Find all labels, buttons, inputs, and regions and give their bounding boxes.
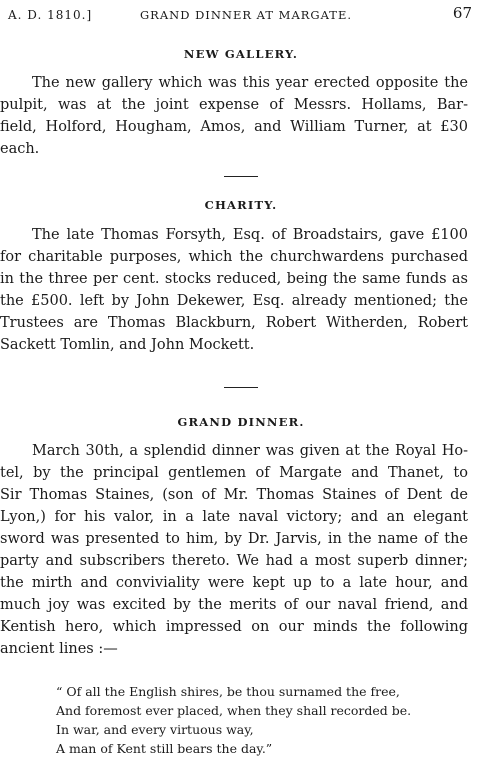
text-line: sword was presented to him, by Dr. Jarvis, in the name of the (0, 531, 468, 547)
section-heading-new-gallery: NEW GALLERY. (183, 47, 299, 61)
verse-line: In war, and every virtuous way, (56, 722, 254, 737)
text-line: pulpit, was at the joint expense of Messrs. Hollams, Bar- (0, 97, 468, 113)
verse-line: A man of Kent still bears the day.” (56, 741, 273, 756)
paragraph-charity (0, 224, 468, 356)
text-line: party and subscribers thereto. We had a most superb dinner; (0, 553, 468, 569)
section-divider (224, 387, 258, 388)
text-line: Sir Thomas Staines, (son of Mr. Thomas Staines of Dent de (0, 487, 468, 503)
text-line: The late Thomas Forsyth, Esq. of Broadstairs, gave £100 (32, 227, 468, 243)
text-line: Trustees are Thomas Blackburn, Robert Witherden, Robert (0, 315, 468, 331)
text-line: ancient lines :— (0, 641, 118, 657)
text-line: Kentish hero, which impressed on our minds the following (0, 619, 468, 635)
text-line: field, Holford, Hougham, Amos, and William Turner, at £30 (0, 119, 468, 135)
text-line: the £500. left by John Dekewer, Esq. already mentioned; the (0, 293, 468, 309)
text-line: The new gallery which was this year erected opposite the (32, 75, 468, 91)
text-line: the mirth and conviviality were kept up to a late hour, and (0, 575, 468, 591)
section-heading-charity: CHARITY. (204, 198, 278, 212)
header-year: A. D. 1810.] (8, 8, 93, 22)
paragraph-grand-dinner (0, 440, 468, 660)
running-header (8, 6, 472, 28)
header-title: GRAND DINNER AT MARGATE. (140, 8, 353, 22)
paragraph-new-gallery (0, 72, 468, 160)
verse-line: And foremost ever placed, when they shall recorded be. (56, 703, 412, 718)
text-line: March 30th, a splendid dinner was given at the Royal Ho- (32, 443, 468, 459)
text-line: tel, by the principal gentlemen of Margate and Thanet, to (0, 465, 468, 481)
text-line: Lyon,) for his valor, in a late naval victory; and an elegant (0, 509, 468, 525)
text-line: each. (0, 141, 40, 157)
text-line: for charitable purposes, which the churchwardens purchased (0, 249, 468, 265)
verse-quotation (56, 682, 456, 758)
section-divider (224, 176, 258, 177)
verse-line: “ Of all the English shires, be thou surnamed the free, (56, 684, 400, 699)
text-line: in the three per cent. stocks reduced, being the same funds as (0, 271, 468, 287)
text-line: much joy was excited by the merits of our naval friend, and (0, 597, 468, 613)
page-number: 67 (452, 4, 472, 22)
text-line: Sackett Tomlin, and John Mockett. (0, 337, 255, 353)
section-heading-grand-dinner: GRAND DINNER. (177, 415, 305, 429)
